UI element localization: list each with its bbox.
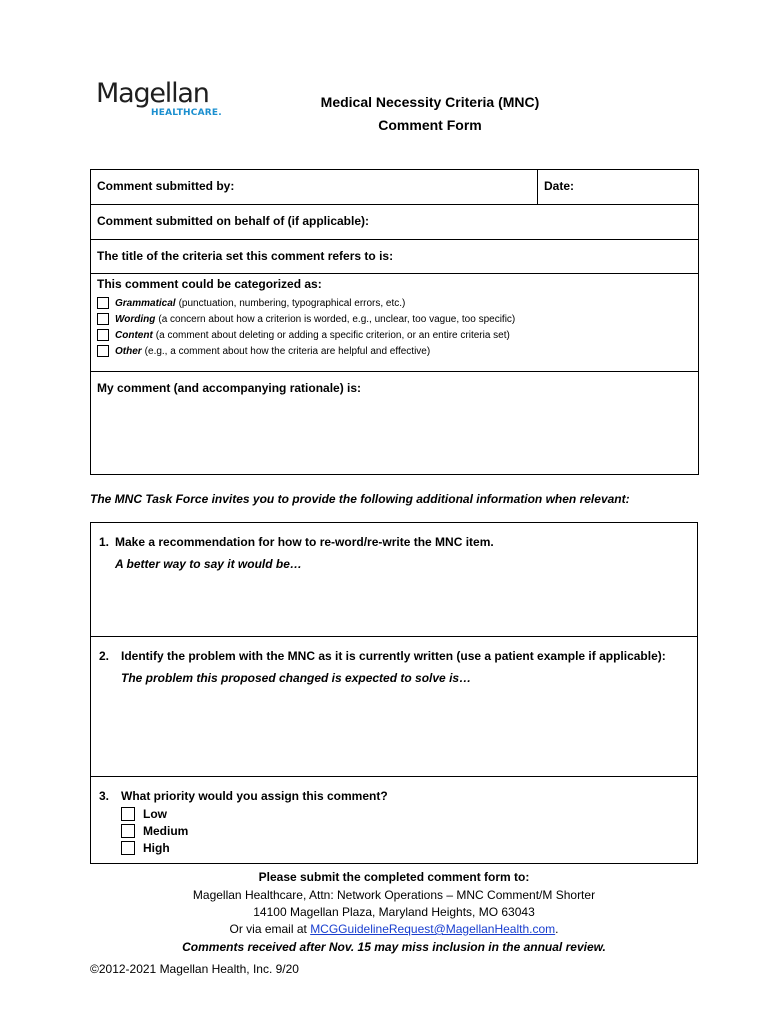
category-name: Other	[115, 345, 142, 357]
priority-label: High	[143, 840, 170, 855]
submit-instructions: Please submit the completed comment form to:	[258, 870, 530, 884]
category-other[interactable]	[97, 343, 692, 359]
question-text: Identify the problem with the MNC as it is currently written (use a patient example if applicable):	[121, 649, 666, 663]
category-wording[interactable]	[97, 311, 692, 327]
priority-label: Low	[143, 806, 167, 821]
submitted-by-field[interactable]	[91, 170, 538, 205]
category-name: Content	[115, 329, 153, 341]
category-desc: (e.g., a comment about how the criteria are helpful and effective)	[144, 345, 431, 357]
deadline-note: Comments received after Nov. 15 may miss inclusion in the annual review.	[182, 940, 606, 954]
copyright: ©2012-2021 Magellan Health, Inc. 9/20	[90, 962, 299, 976]
checkbox-wording[interactable]	[97, 313, 109, 325]
logo-sub: HEALTHCARE.	[151, 108, 222, 118]
email-link[interactable]: MCGGuidelineRequest@MagellanHealth.com	[310, 922, 556, 936]
on-behalf-field[interactable]	[91, 205, 699, 240]
question-text: Make a recommendation for how to re-word/re-write the MNC item.	[115, 535, 494, 549]
category-section	[91, 274, 699, 372]
date-field[interactable]	[538, 170, 699, 205]
question-3	[99, 789, 689, 803]
question-text: What priority would you assign this comment?	[121, 789, 388, 803]
checkbox-high[interactable]	[121, 841, 135, 855]
question-2	[99, 649, 689, 663]
form-subtitle: Comment Form	[378, 117, 482, 133]
category-grammatical[interactable]	[97, 295, 692, 311]
category-desc: (a concern about how a criterion is worded, e.g., unclear, too vague, too specific)	[158, 313, 516, 325]
category-desc: (punctuation, numbering, typographical errors, etc.)	[178, 297, 406, 309]
category-content[interactable]	[97, 327, 692, 343]
priority-low[interactable]	[121, 805, 689, 822]
mailing-address: 14100 Magellan Plaza, Maryland Heights, MO 63043	[253, 905, 535, 919]
logo-name: Magellan	[96, 78, 209, 109]
question-1	[99, 535, 689, 549]
checkbox-grammatical[interactable]	[97, 297, 109, 309]
criteria-title-field[interactable]	[91, 240, 699, 274]
category-desc: (a comment about deleting or adding a specific criterion, or an entire criteria set)	[155, 329, 510, 341]
category-label: This comment could be categorized as:	[97, 277, 322, 291]
category-name: Grammatical	[115, 297, 176, 309]
form-title: Medical Necessity Criteria (MNC)	[320, 94, 540, 110]
priority-medium[interactable]	[121, 822, 689, 839]
email-prefix: Or via email at	[229, 922, 311, 936]
recommendation-field[interactable]	[91, 523, 698, 637]
checkbox-low[interactable]	[121, 807, 135, 821]
my-comment-label: My comment (and accompanying rationale) is:	[97, 381, 362, 395]
category-list	[97, 295, 692, 359]
date-label: Date:	[544, 179, 575, 193]
question-number: 1.	[99, 535, 110, 549]
mailing-attn: Magellan Healthcare, Attn: Network Operations – MNC Comment/M Shorter	[192, 888, 596, 902]
question-2-prompt: The problem this proposed changed is expected to solve is…	[121, 671, 472, 685]
submitted-by-label: Comment submitted by:	[97, 179, 235, 193]
on-behalf-label: Comment submitted on behalf of (if applicable):	[97, 214, 370, 228]
problem-field[interactable]	[91, 637, 698, 777]
my-comment-field[interactable]	[91, 372, 699, 475]
invite-text: The MNC Task Force invites you to provide the following additional information when relevant:	[90, 492, 630, 506]
priority-section	[91, 777, 698, 864]
additional-info-box	[90, 522, 698, 864]
question-1-prompt: A better way to say it would be…	[115, 557, 302, 571]
question-number: 2.	[99, 649, 110, 663]
priority-label: Medium	[143, 823, 189, 838]
email-line	[90, 922, 698, 936]
checkbox-other[interactable]	[97, 345, 109, 357]
comment-form-table	[90, 169, 699, 475]
criteria-title-label: The title of the criteria set this comment refers to is:	[97, 249, 394, 263]
question-number: 3.	[99, 789, 110, 803]
category-name: Wording	[115, 313, 156, 325]
checkbox-content[interactable]	[97, 329, 109, 341]
priority-high[interactable]	[121, 839, 689, 856]
checkbox-medium[interactable]	[121, 824, 135, 838]
magellan-logo	[96, 80, 222, 118]
email-suffix: .	[555, 922, 559, 936]
